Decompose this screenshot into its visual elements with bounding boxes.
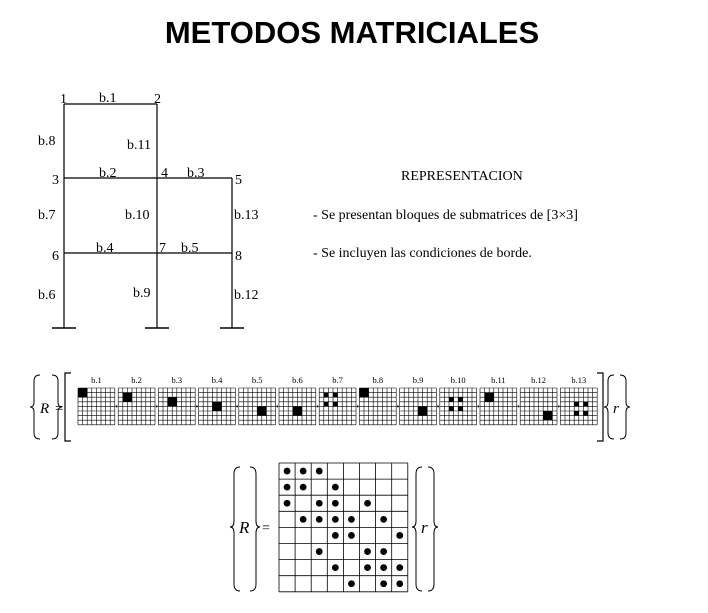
block-label: b.11 bbox=[491, 375, 506, 385]
block-label: b.9 bbox=[412, 375, 424, 385]
nonzero-entry bbox=[396, 564, 403, 571]
block-label: b.12 bbox=[531, 375, 547, 385]
separator-dot bbox=[276, 405, 278, 407]
filled-submatrix bbox=[293, 406, 302, 415]
block-b13 bbox=[560, 375, 597, 425]
block-label: b.1 bbox=[91, 375, 102, 385]
equation-1 bbox=[30, 373, 630, 441]
representation-bullet-2: - Se incluyen las condiciones de borde. bbox=[313, 246, 532, 261]
filled-submatrix bbox=[168, 397, 177, 406]
nonzero-entry bbox=[348, 580, 355, 587]
filled-submatrix bbox=[333, 402, 338, 407]
member-label-b2: b.2 bbox=[99, 166, 117, 181]
nonzero-entry bbox=[348, 516, 355, 523]
nonzero-entry bbox=[332, 500, 339, 507]
separator-dot bbox=[156, 405, 158, 407]
representation-heading: REPRESENTACION bbox=[401, 169, 523, 184]
block-b5 bbox=[239, 375, 276, 425]
filled-submatrix bbox=[418, 406, 427, 415]
block-b3 bbox=[158, 375, 195, 425]
filled-submatrix bbox=[449, 397, 454, 402]
r-vector-brace-right bbox=[620, 375, 630, 439]
block-b2 bbox=[118, 375, 155, 425]
block-label: b.2 bbox=[131, 375, 142, 385]
member-label-b3: b.3 bbox=[187, 166, 205, 181]
R-vector-symbol-2: R bbox=[239, 518, 250, 537]
block-b9 bbox=[400, 375, 437, 425]
block-label: b.10 bbox=[450, 375, 466, 385]
assembled-stiffness-matrix bbox=[279, 463, 408, 592]
nonzero-entry bbox=[332, 516, 339, 523]
node-1: 1 bbox=[60, 92, 67, 107]
block-b12 bbox=[520, 375, 557, 425]
separator-dot bbox=[437, 405, 439, 407]
block-label: b.4 bbox=[211, 375, 223, 385]
member-label-b12: b.12 bbox=[234, 288, 259, 303]
block-b6 bbox=[279, 375, 316, 425]
nonzero-entry bbox=[284, 468, 291, 475]
matrix-bracket-right bbox=[597, 373, 603, 441]
nonzero-entry bbox=[380, 548, 387, 555]
nonzero-entry bbox=[300, 484, 307, 491]
filled-submatrix bbox=[364, 393, 369, 398]
member-label-b8: b.8 bbox=[38, 134, 56, 149]
filled-submatrix bbox=[583, 402, 588, 407]
block-b11 bbox=[480, 375, 517, 425]
node-2: 2 bbox=[154, 92, 161, 107]
representation-bullet-1: - Se presentan bloques de submatrices de [3×3] bbox=[313, 208, 578, 223]
filled-submatrix bbox=[78, 388, 87, 397]
separator-dot bbox=[116, 405, 118, 407]
nonzero-entry bbox=[284, 484, 291, 491]
equals-sign-2: = bbox=[262, 521, 270, 536]
nonzero-entry bbox=[316, 516, 323, 523]
filled-submatrix bbox=[485, 397, 490, 402]
filled-submatrix bbox=[359, 388, 364, 393]
nonzero-entry bbox=[380, 580, 387, 587]
r-vector-symbol: r bbox=[613, 401, 619, 417]
separator-dot bbox=[317, 405, 319, 407]
filled-submatrix bbox=[458, 406, 463, 411]
filled-submatrix bbox=[449, 406, 454, 411]
nonzero-entry bbox=[332, 484, 339, 491]
block-label: b.6 bbox=[292, 375, 303, 385]
nonzero-entry bbox=[316, 548, 323, 555]
r-vector-symbol-2: r bbox=[421, 518, 428, 537]
nonzero-entry bbox=[332, 564, 339, 571]
block-b4 bbox=[199, 375, 236, 425]
node-7: 7 bbox=[159, 241, 166, 256]
nonzero-entry bbox=[396, 532, 403, 539]
block-list bbox=[78, 375, 597, 425]
block-label: b.8 bbox=[372, 375, 384, 385]
R-vector-symbol: R bbox=[40, 401, 50, 417]
node-5: 5 bbox=[235, 173, 242, 188]
block-b1 bbox=[78, 375, 115, 425]
filled-submatrix bbox=[333, 393, 338, 398]
block-label: b.5 bbox=[251, 375, 263, 385]
filled-submatrix bbox=[583, 411, 588, 416]
filled-submatrix bbox=[574, 411, 579, 416]
block-label: b.7 bbox=[332, 375, 343, 385]
filled-submatrix bbox=[212, 402, 221, 411]
filled-submatrix bbox=[257, 406, 266, 415]
filled-submatrix bbox=[324, 393, 329, 398]
filled-submatrix bbox=[489, 393, 494, 398]
R-vector-brace-right-2 bbox=[250, 467, 260, 591]
node-4: 4 bbox=[161, 166, 168, 181]
block-label: b.3 bbox=[171, 375, 183, 385]
filled-submatrix bbox=[324, 402, 329, 407]
member-label-b11: b.11 bbox=[127, 138, 151, 153]
equation-2 bbox=[230, 463, 438, 592]
member-label-b9: b.9 bbox=[133, 286, 151, 301]
nonzero-entry bbox=[316, 468, 323, 475]
nonzero-entry bbox=[396, 580, 403, 587]
nonzero-entry bbox=[364, 500, 371, 507]
member-label-b7: b.7 bbox=[38, 208, 56, 223]
r-vector-brace-right-2 bbox=[428, 467, 438, 591]
nonzero-entry bbox=[332, 532, 339, 539]
nonzero-entry bbox=[380, 564, 387, 571]
filled-submatrix bbox=[543, 411, 552, 420]
matrix-bracket-left bbox=[65, 373, 71, 441]
filled-submatrix bbox=[485, 393, 490, 398]
node-3: 3 bbox=[52, 173, 59, 188]
node-8: 8 bbox=[235, 249, 242, 264]
separator-dot bbox=[558, 405, 560, 407]
nonzero-entry bbox=[284, 500, 291, 507]
member-label-b4: b.4 bbox=[96, 241, 114, 256]
member-label-b6: b.6 bbox=[38, 288, 56, 303]
separator-dot bbox=[236, 405, 238, 407]
separator-dot bbox=[477, 405, 479, 407]
filled-submatrix bbox=[364, 388, 369, 393]
member-label-b5: b.5 bbox=[181, 241, 199, 256]
filled-submatrix bbox=[359, 393, 364, 398]
member-label-b1: b.1 bbox=[99, 91, 117, 106]
nonzero-entry bbox=[364, 564, 371, 571]
separator-dot bbox=[518, 405, 520, 407]
nonzero-entry bbox=[348, 532, 355, 539]
block-label: b.13 bbox=[571, 375, 587, 385]
filled-submatrix bbox=[574, 402, 579, 407]
member-label-b13: b.13 bbox=[234, 208, 259, 223]
nonzero-entry bbox=[300, 516, 307, 523]
equals-sign-1: = bbox=[55, 401, 64, 417]
nonzero-entry bbox=[364, 548, 371, 555]
block-b10 bbox=[440, 375, 477, 425]
filled-submatrix bbox=[458, 397, 463, 402]
nonzero-entry bbox=[380, 516, 387, 523]
block-b8 bbox=[359, 375, 396, 425]
separator-dot bbox=[196, 405, 198, 407]
block-b7 bbox=[319, 375, 356, 425]
member-label-b10: b.10 bbox=[125, 208, 150, 223]
separator-dot bbox=[357, 405, 359, 407]
nonzero-entry bbox=[300, 468, 307, 475]
filled-submatrix bbox=[123, 393, 132, 402]
node-6: 6 bbox=[52, 249, 59, 264]
slide-title: METODOS MATRICIALES bbox=[164, 15, 540, 50]
filled-submatrix bbox=[489, 397, 494, 402]
nonzero-entry bbox=[316, 500, 323, 507]
separator-dot bbox=[397, 405, 399, 407]
R-vector-brace-left bbox=[30, 375, 40, 439]
